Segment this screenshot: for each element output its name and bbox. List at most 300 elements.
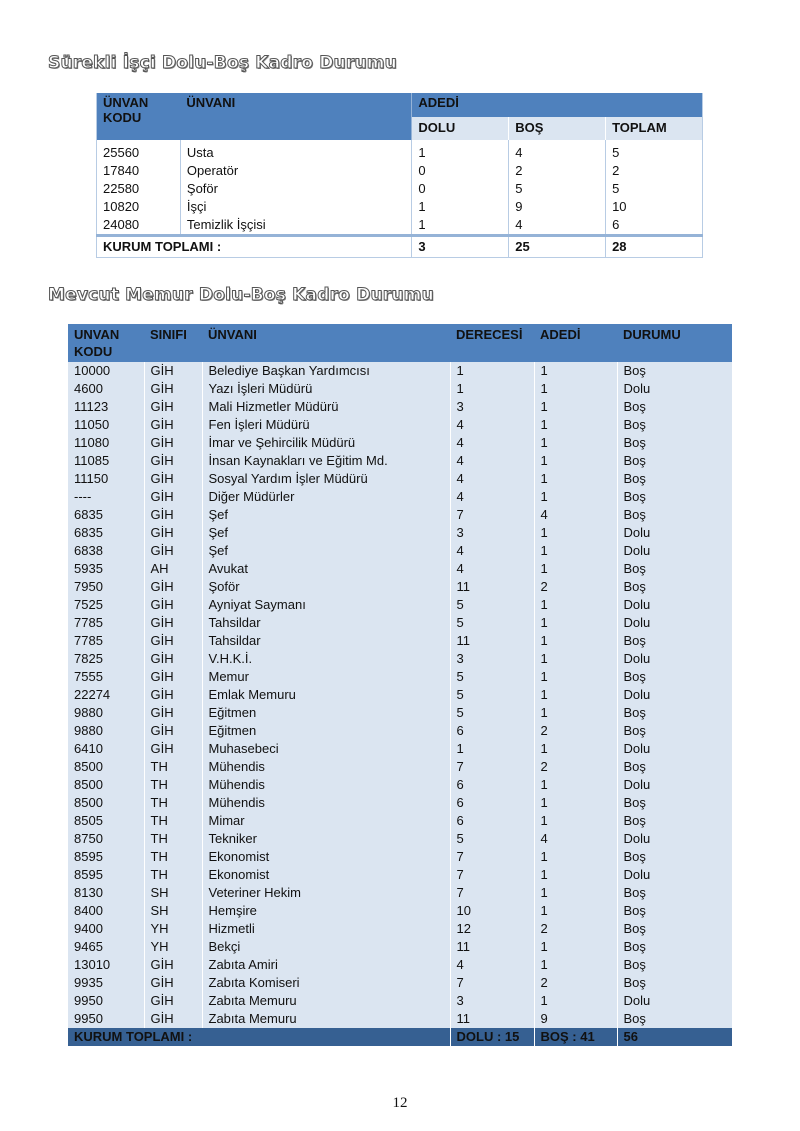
- cell-derece: 7: [450, 848, 534, 866]
- header-unvani: ÜNVANI: [180, 93, 411, 140]
- cell-kod: 8500: [68, 758, 144, 776]
- total-bos: 25: [509, 236, 606, 258]
- table-row: [68, 362, 732, 380]
- cell-durum: Boş: [617, 884, 732, 902]
- cell-adet: 1: [534, 704, 617, 722]
- cell-durum: Dolu: [617, 830, 732, 848]
- table-row: [68, 794, 732, 812]
- cell-derece: 6: [450, 776, 534, 794]
- cell-sinif: YH: [144, 938, 202, 956]
- cell-adet: 1: [534, 686, 617, 704]
- cell-durum: Boş: [617, 578, 732, 596]
- cell-derece: 3: [450, 524, 534, 542]
- cell-derece: 4: [450, 470, 534, 488]
- cell-adet: 1: [534, 614, 617, 632]
- section1-title: Sürekli İşçi Dolu-Boş Kadro Durumu: [48, 53, 397, 73]
- cell-kod: 5935: [68, 560, 144, 578]
- cell-adet: 1: [534, 542, 617, 560]
- cell-durum: Boş: [617, 920, 732, 938]
- cell-derece: 11: [450, 1010, 534, 1028]
- cell-durum: Boş: [617, 434, 732, 452]
- cell-sinif: GİH: [144, 398, 202, 416]
- cell-unvan: Sosyal Yardım İşler Müdürü: [202, 470, 450, 488]
- cell-kod: 17840: [103, 163, 140, 178]
- cell-adet: 1: [534, 848, 617, 866]
- cell-unvan: Bekçi: [202, 938, 450, 956]
- cell-kod: 11150: [68, 470, 144, 488]
- total-row: [97, 236, 703, 258]
- cell-toplam: 5: [606, 180, 703, 198]
- memur-kadro-table: [68, 324, 732, 1046]
- cell-durum: Boş: [617, 632, 732, 650]
- cell-sinif: GİH: [144, 488, 202, 506]
- cell-sinif: GİH: [144, 614, 202, 632]
- cell-derece: 3: [450, 398, 534, 416]
- table-row: [68, 812, 732, 830]
- cell-unvan: Diğer Müdürler: [202, 488, 450, 506]
- cell-kod: 7785: [68, 614, 144, 632]
- cell-derece: 1: [450, 740, 534, 758]
- cell-unvan: İmar ve Şehircilik Müdürü: [202, 434, 450, 452]
- cell-derece: 5: [450, 830, 534, 848]
- cell-adet: 1: [534, 776, 617, 794]
- cell-kod: 9950: [68, 992, 144, 1010]
- cell-derece: 4: [450, 434, 534, 452]
- cell-adet: 1: [534, 650, 617, 668]
- cell-dolu: 1: [412, 140, 509, 162]
- table-row: [68, 902, 732, 920]
- cell-durum: Boş: [617, 794, 732, 812]
- header-sinifi: SINIFI: [144, 324, 202, 362]
- table-row: [68, 938, 732, 956]
- table-row: [97, 140, 703, 162]
- cell-kod: 24080: [103, 217, 140, 232]
- cell-sinif: GİH: [144, 362, 202, 380]
- cell-kod: 8505: [68, 812, 144, 830]
- cell-kod: 8500: [68, 794, 144, 812]
- cell-sinif: GİH: [144, 542, 202, 560]
- cell-adet: 1: [534, 812, 617, 830]
- table-row: [68, 398, 732, 416]
- cell-durum: Boş: [617, 704, 732, 722]
- table-row: [68, 668, 732, 686]
- table-row: [68, 380, 732, 398]
- cell-unvan: Tahsildar: [202, 632, 450, 650]
- cell-adet: 1: [534, 866, 617, 884]
- cell-adet: 4: [534, 830, 617, 848]
- cell-derece: 7: [450, 884, 534, 902]
- cell-kod: 11080: [68, 434, 144, 452]
- table-row: [68, 434, 732, 452]
- total-bos: BOŞ : 41: [534, 1028, 617, 1046]
- cell-kod: 10820: [103, 199, 140, 214]
- cell-sinif: GİH: [144, 974, 202, 992]
- header-unvan-kodu: ÜNVAN KODU: [97, 93, 181, 140]
- cell-sinif: GİH: [144, 686, 202, 704]
- table-row: [68, 686, 732, 704]
- cell-kod: 7825: [68, 650, 144, 668]
- table-row: [68, 614, 732, 632]
- cell-durum: Boş: [617, 470, 732, 488]
- cell-durum: Boş: [617, 758, 732, 776]
- cell-adet: 1: [534, 632, 617, 650]
- isci-kadro-table: [96, 93, 703, 258]
- cell-derece: 7: [450, 506, 534, 524]
- cell-kod: 11085: [68, 452, 144, 470]
- cell-adet: 2: [534, 920, 617, 938]
- cell-durum: Dolu: [617, 524, 732, 542]
- cell-sinif: GİH: [144, 452, 202, 470]
- table-row: [68, 992, 732, 1010]
- cell-unvan: Veteriner Hekim: [202, 884, 450, 902]
- cell-unvan: Zabıta Amiri: [202, 956, 450, 974]
- cell-kod: 10000: [68, 362, 144, 380]
- cell-adet: 4: [534, 506, 617, 524]
- cell-sinif: TH: [144, 794, 202, 812]
- table-row: [97, 162, 703, 180]
- table-row: [68, 920, 732, 938]
- cell-sinif: GİH: [144, 470, 202, 488]
- cell-sinif: GİH: [144, 596, 202, 614]
- cell-unvan: Temizlik İşçisi: [180, 216, 411, 236]
- cell-adet: 1: [534, 470, 617, 488]
- cell-adet: 1: [534, 740, 617, 758]
- cell-adet: 1: [534, 524, 617, 542]
- table-row: [68, 758, 732, 776]
- cell-durum: Dolu: [617, 596, 732, 614]
- cell-durum: Boş: [617, 956, 732, 974]
- cell-unvan: Mimar: [202, 812, 450, 830]
- cell-adet: 1: [534, 794, 617, 812]
- cell-adet: 1: [534, 560, 617, 578]
- cell-unvan: Avukat: [202, 560, 450, 578]
- cell-durum: Boş: [617, 506, 732, 524]
- cell-derece: 3: [450, 992, 534, 1010]
- cell-dolu: 1: [412, 198, 509, 216]
- cell-durum: Dolu: [617, 380, 732, 398]
- table-row: [68, 452, 732, 470]
- cell-unvan: Hemşire: [202, 902, 450, 920]
- table-row: [68, 578, 732, 596]
- cell-toplam: 10: [606, 198, 703, 216]
- header-unvan-kodu: UNVAN KODU: [68, 324, 144, 362]
- total-dolu: DOLU : 15: [450, 1028, 534, 1046]
- cell-derece: 6: [450, 722, 534, 740]
- cell-unvan: Tahsildar: [202, 614, 450, 632]
- cell-adet: 1: [534, 938, 617, 956]
- cell-durum: Boş: [617, 902, 732, 920]
- cell-kod: 7555: [68, 668, 144, 686]
- cell-bos: 5: [509, 180, 606, 198]
- cell-sinif: SH: [144, 902, 202, 920]
- cell-unvan: Zabıta Komiseri: [202, 974, 450, 992]
- cell-adet: 2: [534, 578, 617, 596]
- cell-derece: 12: [450, 920, 534, 938]
- cell-derece: 5: [450, 668, 534, 686]
- cell-bos: 9: [509, 198, 606, 216]
- cell-kod: 7785: [68, 632, 144, 650]
- cell-derece: 7: [450, 866, 534, 884]
- cell-sinif: AH: [144, 560, 202, 578]
- cell-adet: 1: [534, 398, 617, 416]
- cell-adet: 1: [534, 488, 617, 506]
- cell-unvan: Mali Hizmetler Müdürü: [202, 398, 450, 416]
- cell-adet: 2: [534, 722, 617, 740]
- cell-unvan: Şoför: [180, 180, 411, 198]
- cell-durum: Boş: [617, 416, 732, 434]
- cell-kod: 9935: [68, 974, 144, 992]
- header-dolu: DOLU: [412, 117, 509, 140]
- table-row: [68, 470, 732, 488]
- table-row: [68, 506, 732, 524]
- section2-title: Mevcut Memur Dolu-Boş Kadro Durumu: [48, 285, 434, 305]
- cell-sinif: TH: [144, 776, 202, 794]
- cell-kod: 8400: [68, 902, 144, 920]
- cell-durum: Dolu: [617, 992, 732, 1010]
- table-row: [68, 830, 732, 848]
- cell-unvan: Şef: [202, 524, 450, 542]
- cell-adet: 1: [534, 884, 617, 902]
- cell-durum: Dolu: [617, 650, 732, 668]
- table-row: [68, 650, 732, 668]
- cell-derece: 4: [450, 488, 534, 506]
- cell-durum: Dolu: [617, 740, 732, 758]
- table-row: [97, 180, 703, 198]
- table-row: [68, 542, 732, 560]
- cell-durum: Boş: [617, 452, 732, 470]
- total-dolu: 3: [412, 236, 509, 258]
- cell-kod: 13010: [68, 956, 144, 974]
- table-row: [68, 884, 732, 902]
- cell-unvan: Ekonomist: [202, 866, 450, 884]
- cell-durum: Boş: [617, 722, 732, 740]
- cell-dolu: 1: [412, 216, 509, 236]
- table-row: [97, 198, 703, 216]
- table-row: [68, 704, 732, 722]
- cell-toplam: 2: [606, 162, 703, 180]
- cell-dolu: 0: [412, 162, 509, 180]
- header-unvani: ÜNVANI: [202, 324, 450, 362]
- cell-sinif: TH: [144, 866, 202, 884]
- cell-unvan: Eğitmen: [202, 704, 450, 722]
- cell-unvan: İnsan Kaynakları ve Eğitim Md.: [202, 452, 450, 470]
- cell-derece: 5: [450, 614, 534, 632]
- header-adedi: ADEDİ: [534, 324, 617, 362]
- cell-kod: 8500: [68, 776, 144, 794]
- cell-sinif: GİH: [144, 740, 202, 758]
- cell-derece: 11: [450, 578, 534, 596]
- cell-kod: 6838: [68, 542, 144, 560]
- cell-unvan: Mühendis: [202, 758, 450, 776]
- cell-kod: 6835: [68, 506, 144, 524]
- cell-unvan: Eğitmen: [202, 722, 450, 740]
- cell-kod: 9880: [68, 704, 144, 722]
- cell-unvan: Emlak Memuru: [202, 686, 450, 704]
- cell-derece: 4: [450, 452, 534, 470]
- cell-kod: 6835: [68, 524, 144, 542]
- cell-adet: 1: [534, 596, 617, 614]
- cell-kod: 9465: [68, 938, 144, 956]
- table-row: [68, 632, 732, 650]
- cell-sinif: GİH: [144, 632, 202, 650]
- cell-sinif: GİH: [144, 434, 202, 452]
- cell-unvan: Muhasebeci: [202, 740, 450, 758]
- cell-sinif: GİH: [144, 992, 202, 1010]
- cell-unvan: Şef: [202, 506, 450, 524]
- header-adedi: ADEDİ: [412, 93, 703, 117]
- cell-sinif: GİH: [144, 524, 202, 542]
- cell-unvan: Operatör: [180, 162, 411, 180]
- cell-unvan: İşçi: [180, 198, 411, 216]
- table-row: [68, 776, 732, 794]
- page-number: 12: [392, 1095, 408, 1111]
- cell-adet: 1: [534, 956, 617, 974]
- cell-sinif: TH: [144, 848, 202, 866]
- table-row: [68, 596, 732, 614]
- cell-bos: 2: [509, 162, 606, 180]
- cell-unvan: V.H.K.İ.: [202, 650, 450, 668]
- cell-toplam: 6: [606, 216, 703, 236]
- cell-sinif: GİH: [144, 1010, 202, 1028]
- cell-kod: 25560: [103, 145, 140, 160]
- table-row: [68, 722, 732, 740]
- cell-derece: 11: [450, 632, 534, 650]
- header-toplam: TOPLAM: [606, 117, 703, 140]
- cell-unvan: Ekonomist: [202, 848, 450, 866]
- cell-derece: 10: [450, 902, 534, 920]
- cell-sinif: SH: [144, 884, 202, 902]
- cell-derece: 1: [450, 380, 534, 398]
- cell-sinif: GİH: [144, 956, 202, 974]
- cell-derece: 4: [450, 542, 534, 560]
- total-label: KURUM TOPLAMI :: [97, 236, 412, 258]
- cell-sinif: TH: [144, 758, 202, 776]
- cell-sinif: TH: [144, 812, 202, 830]
- cell-unvan: Yazı İşleri Müdürü: [202, 380, 450, 398]
- cell-derece: 5: [450, 686, 534, 704]
- table-row: [68, 488, 732, 506]
- cell-kod: ----: [68, 488, 144, 506]
- cell-unvan: Hizmetli: [202, 920, 450, 938]
- table-row: [68, 416, 732, 434]
- cell-derece: 6: [450, 812, 534, 830]
- cell-durum: Boş: [617, 812, 732, 830]
- cell-derece: 11: [450, 938, 534, 956]
- cell-sinif: GİH: [144, 650, 202, 668]
- table-row: [68, 866, 732, 884]
- cell-kod: 22274: [68, 686, 144, 704]
- cell-unvan: Tekniker: [202, 830, 450, 848]
- cell-sinif: YH: [144, 920, 202, 938]
- cell-adet: 1: [534, 416, 617, 434]
- cell-kod: 9400: [68, 920, 144, 938]
- cell-derece: 4: [450, 560, 534, 578]
- cell-unvan: Belediye Başkan Yardımcısı: [202, 362, 450, 380]
- cell-durum: Boş: [617, 668, 732, 686]
- cell-derece: 5: [450, 704, 534, 722]
- cell-toplam: 5: [606, 140, 703, 162]
- cell-unvan: Fen İşleri Müdürü: [202, 416, 450, 434]
- cell-sinif: GİH: [144, 380, 202, 398]
- cell-kod: 7525: [68, 596, 144, 614]
- cell-durum: Boş: [617, 848, 732, 866]
- total-label: KURUM TOPLAMI :: [68, 1028, 450, 1046]
- cell-adet: 1: [534, 452, 617, 470]
- cell-unvan: Zabıta Memuru: [202, 1010, 450, 1028]
- total-row: [68, 1028, 732, 1046]
- cell-unvan: Zabıta Memuru: [202, 992, 450, 1010]
- cell-adet: 9: [534, 1010, 617, 1028]
- cell-adet: 1: [534, 434, 617, 452]
- cell-bos: 4: [509, 140, 606, 162]
- cell-durum: Dolu: [617, 866, 732, 884]
- cell-durum: Boş: [617, 938, 732, 956]
- cell-kod: 6410: [68, 740, 144, 758]
- cell-unvan: Şef: [202, 542, 450, 560]
- cell-derece: 4: [450, 956, 534, 974]
- cell-sinif: GİH: [144, 506, 202, 524]
- cell-unvan: Ayniyat Saymanı: [202, 596, 450, 614]
- cell-durum: Boş: [617, 362, 732, 380]
- cell-sinif: GİH: [144, 668, 202, 686]
- header-durumu: DURUMU: [617, 324, 732, 362]
- table-row: [68, 740, 732, 758]
- cell-durum: Boş: [617, 560, 732, 578]
- cell-derece: 4: [450, 416, 534, 434]
- header-bos: BOŞ: [509, 117, 606, 140]
- cell-adet: 1: [534, 362, 617, 380]
- cell-durum: Dolu: [617, 776, 732, 794]
- table-row: [68, 560, 732, 578]
- cell-kod: 9950: [68, 1010, 144, 1028]
- cell-derece: 7: [450, 758, 534, 776]
- cell-derece: 6: [450, 794, 534, 812]
- total-toplam: 28: [606, 236, 703, 258]
- cell-unvan: Mühendis: [202, 776, 450, 794]
- cell-sinif: GİH: [144, 416, 202, 434]
- cell-derece: 5: [450, 596, 534, 614]
- table-row: [68, 524, 732, 542]
- cell-durum: Boş: [617, 488, 732, 506]
- cell-durum: Dolu: [617, 542, 732, 560]
- cell-unvan: Memur: [202, 668, 450, 686]
- cell-adet: 1: [534, 902, 617, 920]
- cell-durum: Boş: [617, 1010, 732, 1028]
- cell-durum: Boş: [617, 974, 732, 992]
- cell-dolu: 0: [412, 180, 509, 198]
- table-row: [68, 956, 732, 974]
- table-row: [97, 216, 703, 236]
- header-derecesi: DERECESİ: [450, 324, 534, 362]
- cell-adet: 1: [534, 992, 617, 1010]
- cell-durum: Dolu: [617, 614, 732, 632]
- table-row: [68, 1010, 732, 1028]
- cell-durum: Dolu: [617, 686, 732, 704]
- cell-bos: 4: [509, 216, 606, 236]
- cell-unvan: Usta: [180, 140, 411, 162]
- total-toplam: 56: [617, 1028, 732, 1046]
- cell-kod: 9880: [68, 722, 144, 740]
- cell-derece: 7: [450, 974, 534, 992]
- table-row: [68, 848, 732, 866]
- cell-kod: 8595: [68, 866, 144, 884]
- cell-sinif: GİH: [144, 704, 202, 722]
- cell-kod: 11050: [68, 416, 144, 434]
- cell-kod: 8750: [68, 830, 144, 848]
- cell-sinif: GİH: [144, 722, 202, 740]
- cell-sinif: TH: [144, 830, 202, 848]
- cell-adet: 1: [534, 668, 617, 686]
